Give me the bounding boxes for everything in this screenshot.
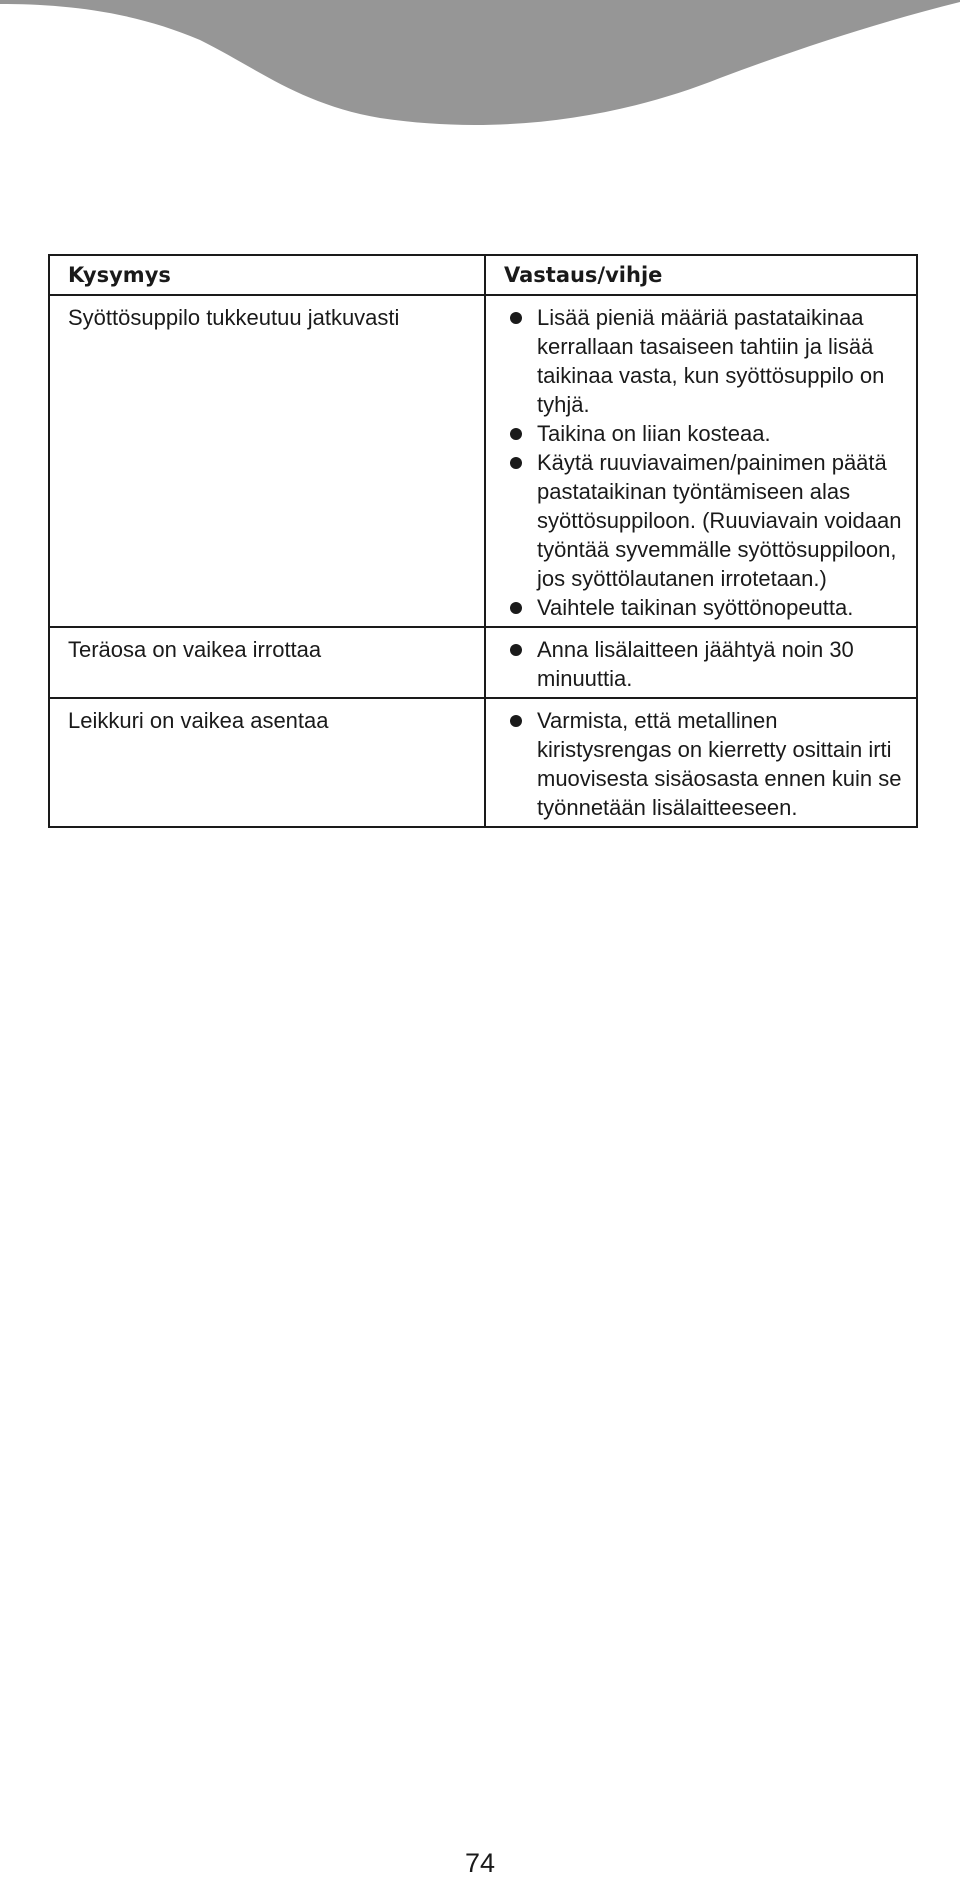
- answer-cell: [485, 698, 917, 827]
- answer-text: Taikina on liian kosteaa.: [537, 421, 771, 446]
- answer-text: Lisää pieniä määriä pastataikinaa kerrallaan tasaiseen tahtiin ja lisää taikinaa vasta, kun syöttösuppilo on tyhjä.: [537, 305, 885, 417]
- bullet-icon: [510, 715, 522, 727]
- bullet-icon: [510, 457, 522, 469]
- column-header-question: Kysymys: [49, 255, 485, 295]
- troubleshooting-table: [48, 254, 918, 828]
- table-row: [49, 698, 917, 827]
- answer-item: [510, 303, 910, 419]
- bullet-icon: [510, 644, 522, 656]
- question-cell: Leikkuri on vaikea asentaa: [49, 698, 485, 827]
- page-number: 74: [464, 1848, 496, 1878]
- answer-item: [510, 635, 910, 693]
- answer-text: Käytä ruuviavaimen/painimen päätä pastataikinan työntämiseen alas syöttösuppiloon. (Ruuviavain voidaan työntää syvemmälle syöttösuppiloon, jos syöttölautanen irrotetaan.): [537, 450, 902, 591]
- header-wave-shape: [0, 0, 960, 125]
- answer-list: [510, 635, 910, 693]
- answer-cell: [485, 295, 917, 627]
- answer-item: [510, 706, 910, 822]
- answer-text: Varmista, että metallinen kiristysrengas on kierretty osittain irti muovisesta sisäosasta ennen kuin se työnnetään lisälaitteeseen.: [537, 708, 902, 820]
- table-header-row: [49, 255, 917, 295]
- answer-list: [510, 303, 910, 622]
- answer-text: Vaihtele taikinan syöttönopeutta.: [537, 595, 854, 620]
- bullet-icon: [510, 602, 522, 614]
- question-cell: Syöttösuppilo tukkeutuu jatkuvasti: [49, 295, 485, 627]
- answer-item: [510, 448, 910, 593]
- answer-cell: [485, 627, 917, 698]
- column-header-answer: Vastaus/vihje: [485, 255, 917, 295]
- bullet-icon: [510, 428, 522, 440]
- question-cell: Teräosa on vaikea irrottaa: [49, 627, 485, 698]
- answer-item: [510, 419, 910, 448]
- table-row: [49, 627, 917, 698]
- table-row: [49, 295, 917, 627]
- answer-list: [510, 706, 910, 822]
- bullet-icon: [510, 312, 522, 324]
- answer-text: Anna lisälaitteen jäähtyä noin 30 minuuttia.: [537, 637, 854, 691]
- answer-item: [510, 593, 910, 622]
- header-wave-decoration: [0, 0, 960, 130]
